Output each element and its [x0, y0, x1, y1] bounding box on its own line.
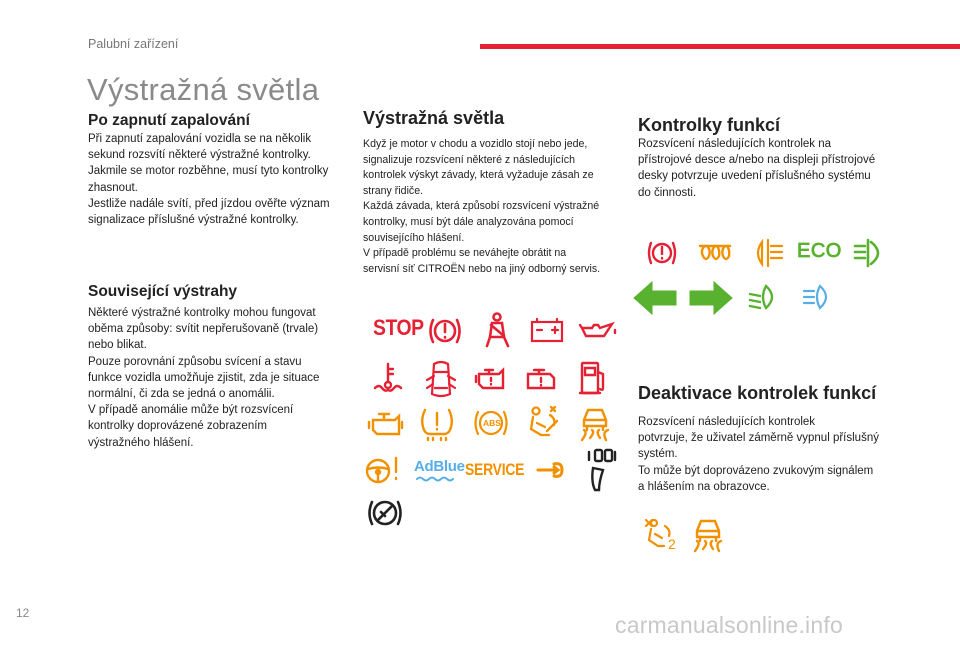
wrench-icon	[536, 460, 564, 480]
brake-warning-icon	[428, 314, 462, 348]
low-beam-icon	[748, 284, 780, 310]
heading-deactivation-lights: Deaktivace kontrolek funkcí	[638, 383, 877, 403]
text-line: sekund rozsvítí některé výstražné kontrolky.	[88, 149, 311, 162]
text-line: To může být doprovázeno zvukovým signálem	[638, 464, 874, 477]
watermark: carmanualsonline.info	[615, 612, 843, 638]
airbag-seat-number: 2	[668, 536, 676, 552]
electric-parking-brake-icon	[366, 496, 404, 530]
high-beam-icon	[802, 284, 834, 310]
text-line: Při zapnutí zapalování vozidla se na několik	[88, 133, 312, 145]
abs-label: ABS	[483, 418, 501, 428]
stability-control-icon	[576, 404, 614, 442]
text-line: oběma způsoby: svítit nepřerušovaně (trvale)	[88, 323, 319, 336]
text-line: do činnosti.	[638, 186, 697, 199]
text-line: systém.	[638, 448, 678, 461]
engine-fault-red-icon	[474, 366, 508, 394]
door-open-icon	[424, 360, 458, 400]
text-line: normální, či zda se jedná o anomálii.	[88, 388, 275, 401]
header-accent-bar	[480, 44, 960, 49]
text-line: strany řidiče.	[363, 184, 424, 197]
powertrain-fault-icon	[524, 366, 558, 394]
section-header: Palubní zařízení	[88, 37, 179, 51]
text-line: Rozsvícení následujících kontrolek na	[638, 138, 832, 150]
text-line: kontrolky, musí být dále analyzována pomocí	[363, 215, 574, 228]
preheating-icon	[698, 242, 732, 266]
text-line: funkce vozidla umožňuje zjistit, zda je situace	[88, 371, 320, 384]
tyre-pressure-icon	[418, 404, 456, 442]
text-line: signalizace příslušné výstražné kontrolky.	[88, 214, 299, 227]
heading-related-warnings: Související výstrahy	[88, 283, 238, 300]
coolant-temperature-icon	[373, 362, 403, 394]
left-indicator-icon	[632, 281, 678, 315]
text-line: Jakmile se motor rozběhne, musí tyto kontrolky	[88, 165, 329, 178]
text-line: a hlášením na obrazovce.	[638, 480, 770, 493]
text-line: souvisejícího hlášení.	[363, 231, 465, 244]
battery-warning-icon	[530, 317, 564, 343]
text-line: desky potvrzuje uvedení příslušného systému	[638, 170, 871, 183]
text-line: signalizuje rozsvícení některé z následujících	[363, 153, 575, 166]
abs-warning-icon	[472, 406, 510, 440]
paragraph-warning-lights	[363, 137, 618, 277]
text-line: V případě anomálie může být rozsvícení	[88, 404, 294, 417]
paragraph-function-lights	[638, 136, 898, 201]
steering-fault-icon	[365, 455, 401, 487]
page-number: 12	[16, 606, 30, 620]
passenger-airbag-off-icon	[525, 405, 561, 441]
service-warning-icon: SERVICE	[465, 460, 525, 479]
text-line: nebo blikat.	[88, 339, 147, 352]
text-line: Některé výstražné kontrolky mohou fungovat	[88, 307, 316, 319]
rear-fog-light-icon	[752, 238, 784, 268]
text-line: V případě problému se neváhejte obrátit na	[363, 247, 567, 260]
brake-function-icon	[645, 238, 679, 268]
stability-control-off-icon	[689, 515, 727, 555]
text-line: výstražného hlášení.	[88, 436, 194, 449]
adblue-waves-icon	[416, 476, 456, 482]
front-fog-light-icon	[853, 238, 887, 268]
text-line: Když je motor v chodu a vozidlo stojí nebo jede,	[363, 138, 588, 150]
text-line: servisní síť CITROËN nebo na jiný odborný servis.	[363, 262, 601, 275]
right-indicator-icon	[688, 281, 734, 315]
text-line: Pouze porovnání způsobu svícení a stavu	[88, 355, 302, 368]
paragraph-related-warnings	[88, 305, 343, 451]
text-line: potvrzuje, že uživatel záměrně vypnul příslušný	[638, 432, 879, 445]
heading-warning-lights: Výstražná světla	[363, 108, 505, 128]
airbag-deactivated-icon	[644, 518, 678, 552]
text-line: Rozsvícení následujících kontrolek	[638, 416, 816, 428]
text-line: Každá závada, která způsobí rozsvícení výstražné	[363, 200, 600, 213]
heading-after-ignition: Po zapnutí zapalování	[88, 112, 250, 129]
text-line: Jestliže nadále svítí, před jízdou ověřte význam	[88, 197, 330, 210]
text-line: kontrolky doprovázené zobrazením	[88, 420, 267, 433]
stop-warning-icon: STOP	[373, 315, 424, 340]
text-line: kontrolek výskyt závady, která vyžaduje zásah ze	[363, 169, 594, 182]
paragraph-deactivation-lights	[638, 414, 898, 495]
text-line: přístrojové desce a/nebo na displeji přístrojové	[638, 154, 876, 167]
eco-icon: ECO	[797, 240, 842, 262]
adblue-warning-icon: AdBlue	[414, 458, 465, 475]
foot-on-brake-icon	[585, 448, 619, 492]
engine-fault-orange-icon	[367, 410, 405, 440]
heading-function-lights: Kontrolky funkcí	[638, 115, 781, 135]
seatbelt-warning-icon	[480, 312, 514, 348]
low-fuel-icon	[578, 360, 608, 396]
paragraph-after-ignition	[88, 131, 343, 228]
page-title: Výstražná světla	[87, 72, 320, 107]
text-line: zhasnout.	[88, 181, 138, 194]
oil-pressure-warning-icon	[578, 320, 618, 342]
